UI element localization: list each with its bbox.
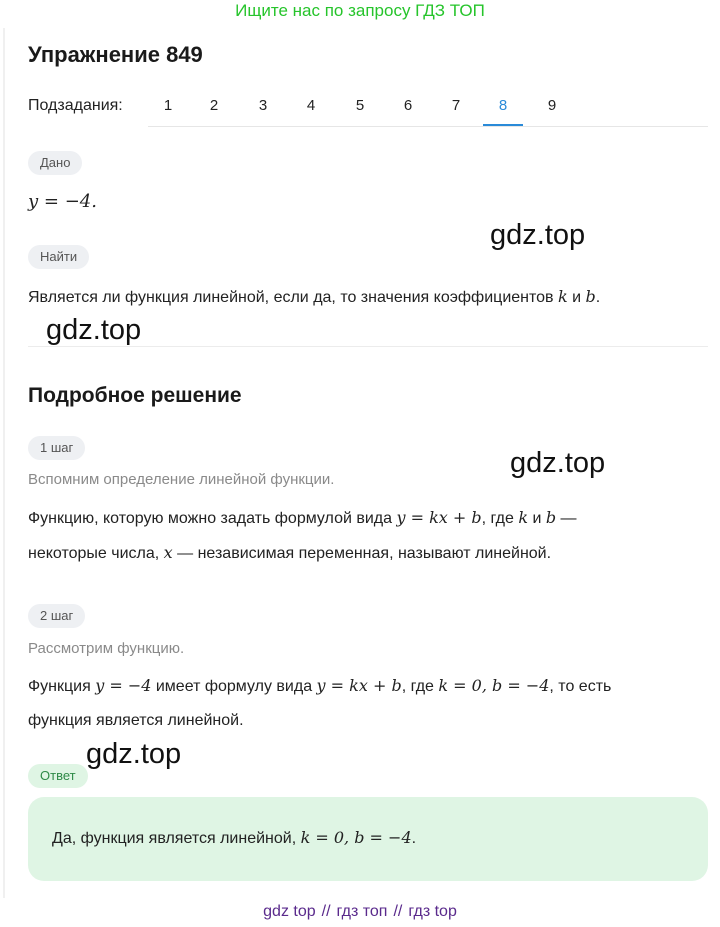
footer-link-gdz-top[interactable]: gdz top xyxy=(263,903,316,920)
given-chip: Дано xyxy=(28,151,82,175)
search-banner: Ищите нас по запросу ГДЗ ТОП xyxy=(235,1,485,20)
tab-subtask-8[interactable]: 8 xyxy=(483,88,523,126)
answer-box xyxy=(28,797,708,881)
var-b: b xyxy=(585,287,596,306)
var-x: x xyxy=(163,543,173,562)
tab-subtask-4[interactable]: 4 xyxy=(306,97,316,114)
answer-text-end: . xyxy=(411,830,417,847)
footer-link-gdz-top-mixed[interactable]: гдз top xyxy=(408,903,457,920)
step-2-text: Функция xyxy=(28,678,96,695)
find-text-main: Является ли функция линейной, если да, то значения коэффициентов xyxy=(28,289,558,306)
step-2-chip: 2 шаг xyxy=(28,604,85,628)
step-1-chip: 1 шаг xyxy=(28,436,85,460)
find-text xyxy=(28,284,600,311)
subtasks-label: Подзадания: xyxy=(28,97,123,114)
watermark: gdz.top xyxy=(490,219,586,251)
answer-text xyxy=(52,825,416,852)
step-2-line-2: функция является линейной. xyxy=(28,712,244,729)
section-divider xyxy=(28,346,708,347)
footer-link-gdz-top-ru[interactable]: гдз топ xyxy=(336,903,388,920)
tab-subtask-2[interactable]: 2 xyxy=(209,97,219,114)
step-2-line-1 xyxy=(28,673,611,700)
step-1-text: , где xyxy=(481,510,519,527)
exercise-title: Упражнение 849 xyxy=(28,42,203,67)
given-formula: y = −4. xyxy=(28,191,97,212)
var-k: k xyxy=(518,508,529,527)
find-chip: Найти xyxy=(28,245,89,269)
step-1-line-2 xyxy=(28,540,551,567)
step-1-text: Функцию, которую можно задать формулой вида xyxy=(28,510,397,527)
step-2-text: имеет формулу вида xyxy=(151,678,317,695)
watermark: gdz.top xyxy=(46,314,142,346)
formula-linear: y = kx + b xyxy=(396,508,482,527)
tab-subtask-9[interactable]: 9 xyxy=(547,97,557,114)
subtasks-tabs xyxy=(148,88,708,127)
tab-subtask-1[interactable]: 1 xyxy=(163,97,173,114)
left-border xyxy=(3,28,5,898)
step-1-text: — xyxy=(556,510,577,527)
tab-subtask-6[interactable]: 6 xyxy=(403,97,413,114)
answer-chip: Ответ xyxy=(28,764,88,788)
tab-subtask-5[interactable]: 5 xyxy=(355,97,365,114)
solution-title: Подробное решение xyxy=(28,384,242,407)
formula-coefficients: k = 0, b = −4 xyxy=(438,676,550,695)
var-b: b xyxy=(545,508,557,527)
answer-text-main: Да, функция является линейной, xyxy=(52,830,301,847)
find-text-end: . xyxy=(595,289,601,306)
formula-coefficients: k = 0, b = −4 xyxy=(300,828,412,847)
formula-linear: y = kx + b xyxy=(316,676,402,695)
watermark: gdz.top xyxy=(86,738,182,770)
find-text-and: и xyxy=(567,289,586,306)
step-2-text: , то есть xyxy=(549,678,612,695)
step-1-text: и xyxy=(528,510,546,527)
footer-separator: // xyxy=(321,903,331,920)
var-k: k xyxy=(557,287,568,306)
tab-subtask-3[interactable]: 3 xyxy=(258,97,268,114)
step-1-line-1 xyxy=(28,505,577,532)
step-1-text: некоторые числа, xyxy=(28,545,164,562)
footer-separator: // xyxy=(393,903,403,920)
footer-links xyxy=(0,900,720,924)
tab-subtask-7[interactable]: 7 xyxy=(451,97,461,114)
watermark: gdz.top xyxy=(510,447,606,479)
formula-given: y = −4 xyxy=(95,676,152,695)
step-2-text: , где xyxy=(401,678,439,695)
step-1-text: — независимая переменная, называют линейной. xyxy=(172,545,552,562)
step-2-hint: Рассмотрим функцию. xyxy=(28,640,185,657)
step-1-hint: Вспомним определение линейной функции. xyxy=(28,471,335,488)
